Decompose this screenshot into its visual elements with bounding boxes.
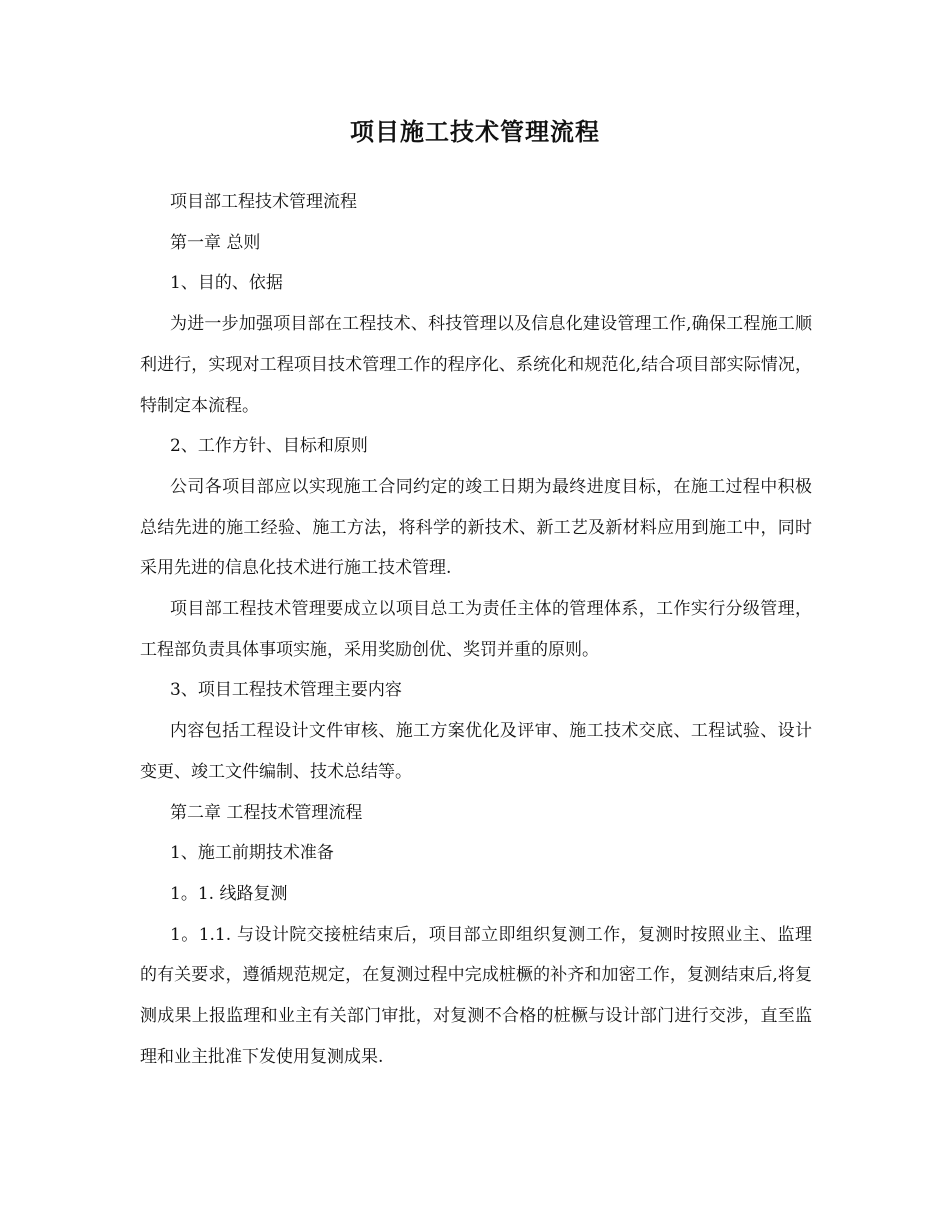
section-heading: 1、施工前期技术准备 — [170, 843, 334, 864]
section-heading: 3、项目工程技术管理主要内容 — [170, 680, 402, 701]
document-title: 项目施工技术管理流程 — [350, 117, 600, 146]
paragraph: 项目部工程技术管理要成立以项目总工为责任主体的管理体系，工作实行分级管理，工程部负责具体事项实施，采用奖励创优、奖罚并重的原则。 — [140, 599, 812, 660]
subsection-heading: 1。1. 线路复测 — [170, 883, 288, 904]
paragraph: 项目部工程技术管理流程 — [170, 192, 357, 212]
chapter-heading: 第二章 工程技术管理流程 — [170, 802, 363, 823]
paragraph: 内容包括工程设计文件审核、施工方案优化及评审、施工技术交底、工程试验、设计变更、竣工文件编制、技术总结等。 — [140, 721, 812, 782]
paragraph: 公司各项目部应以实现施工合同约定的竣工日期为最终进度目标，在施工过程中积极总结先进的施工经验、施工方法，将科学的新技术、新工艺及新材料应用到施工中，同时采用先进的信息化技术进行施工技术管理. — [140, 476, 812, 579]
section-heading: 2、工作方针、目标和原则 — [170, 436, 368, 457]
chapter-heading: 第一章 总则 — [170, 232, 261, 253]
section-heading: 1、目的、依据 — [170, 273, 283, 294]
paragraph: 为进一步加强项目部在工程技术、科技管理以及信息化建设管理工作,确保工程施工顺利进行，实现对工程项目技术管理工作的程序化、系统化和规范化,结合项目部实际情况，特制定本流程。 — [140, 314, 812, 416]
document-body — [140, 182, 812, 1077]
paragraph: 1。1.1. 与设计院交接桩结束后，项目部立即组织复测工作，复测时按照业主、监理的有关要求，遵循规范规定，在复测过程中完成桩橛的补齐和加密工作，复测结束后,将复测成果上报监理和业主有关部门审批，对复测不合格的桩橛与设计部门进行交涉，直至监理和业主批准下发使用复测成果. — [140, 924, 812, 1067]
